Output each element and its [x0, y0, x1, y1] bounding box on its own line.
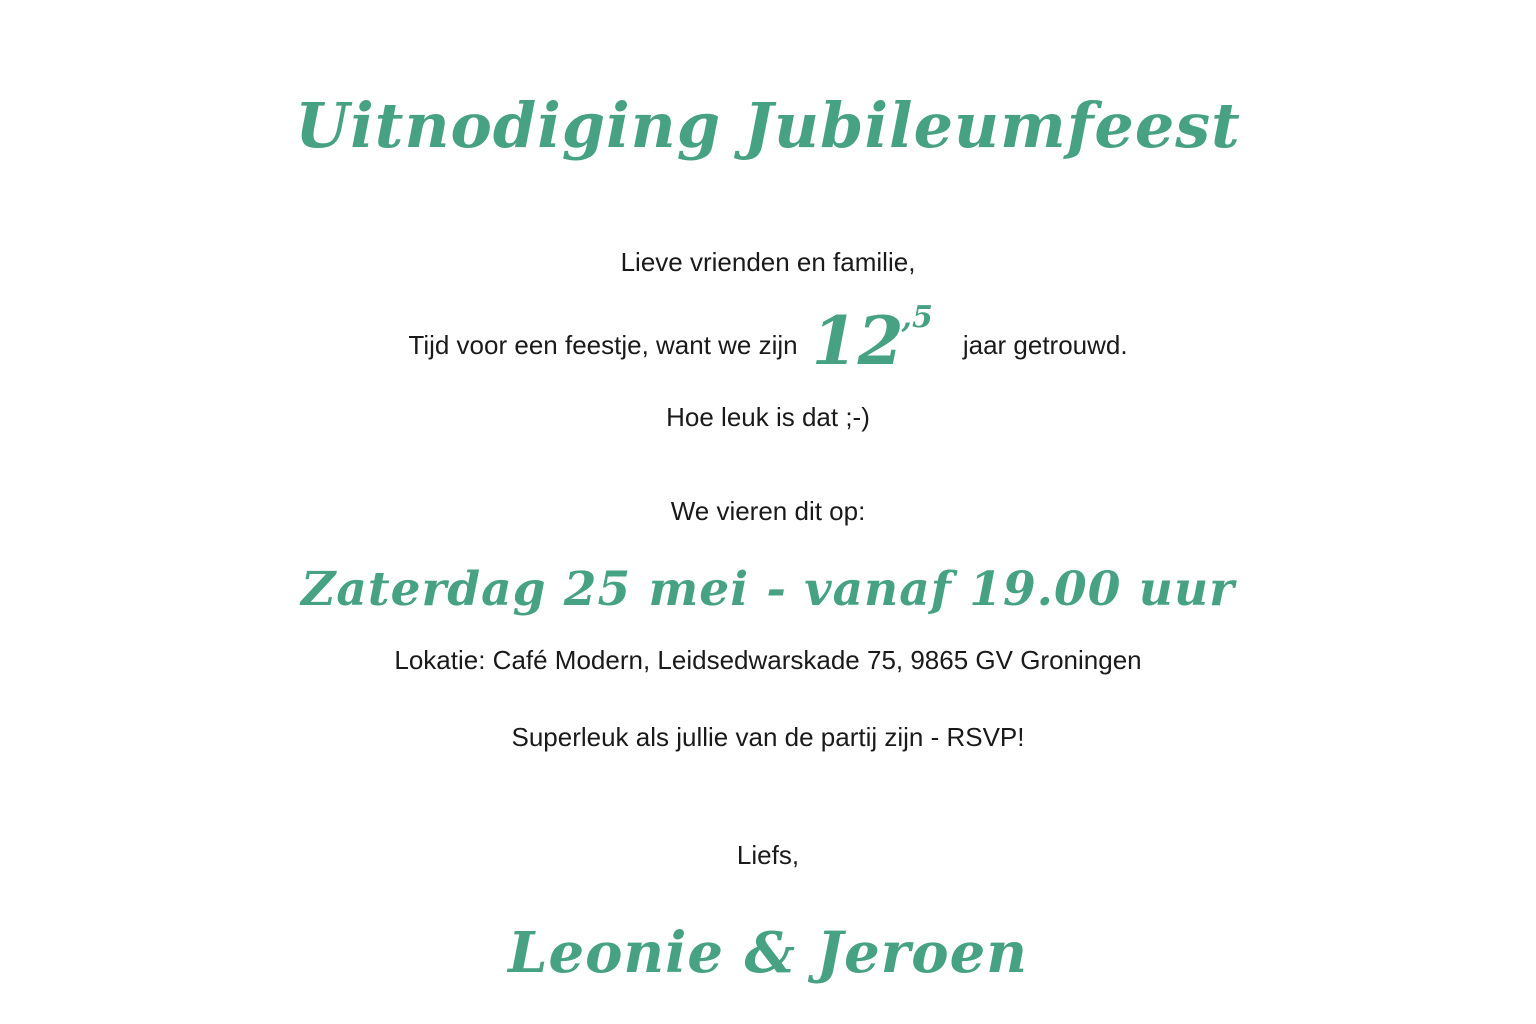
years-line-prefix: Tijd voor een feestje, want we zijn	[408, 329, 798, 360]
years-married-line	[0, 299, 1536, 380]
years-number	[811, 299, 935, 380]
years-number-whole: 12	[811, 301, 904, 380]
greeting-text: Lieve vrienden en familie,	[620, 247, 916, 278]
invitation-body	[0, 246, 1536, 987]
signature-text: Leonie & Jeroen	[508, 919, 1028, 986]
years-line-suffix: jaar getrouwd.	[962, 329, 1128, 360]
rsvp-text: Superleuk als jullie van de partij zijn - RSVP!	[511, 721, 1025, 752]
page-title: Uitnodiging Jubileumfeest	[295, 89, 1241, 162]
years-number-fraction: ,5	[901, 299, 933, 335]
event-location-text: Lokatie: Café Modern, Leidsedwarskade 75, 9865 GV Groningen	[394, 645, 1142, 676]
event-date-text: Zaterdag 25 mei - vanaf 19.00 uur	[301, 561, 1235, 617]
closing-text: Liefs,	[736, 840, 800, 871]
celebrate-intro-text: We vieren dit op:	[670, 496, 866, 527]
fun-text: Hoe leuk is dat ;-)	[666, 401, 870, 432]
